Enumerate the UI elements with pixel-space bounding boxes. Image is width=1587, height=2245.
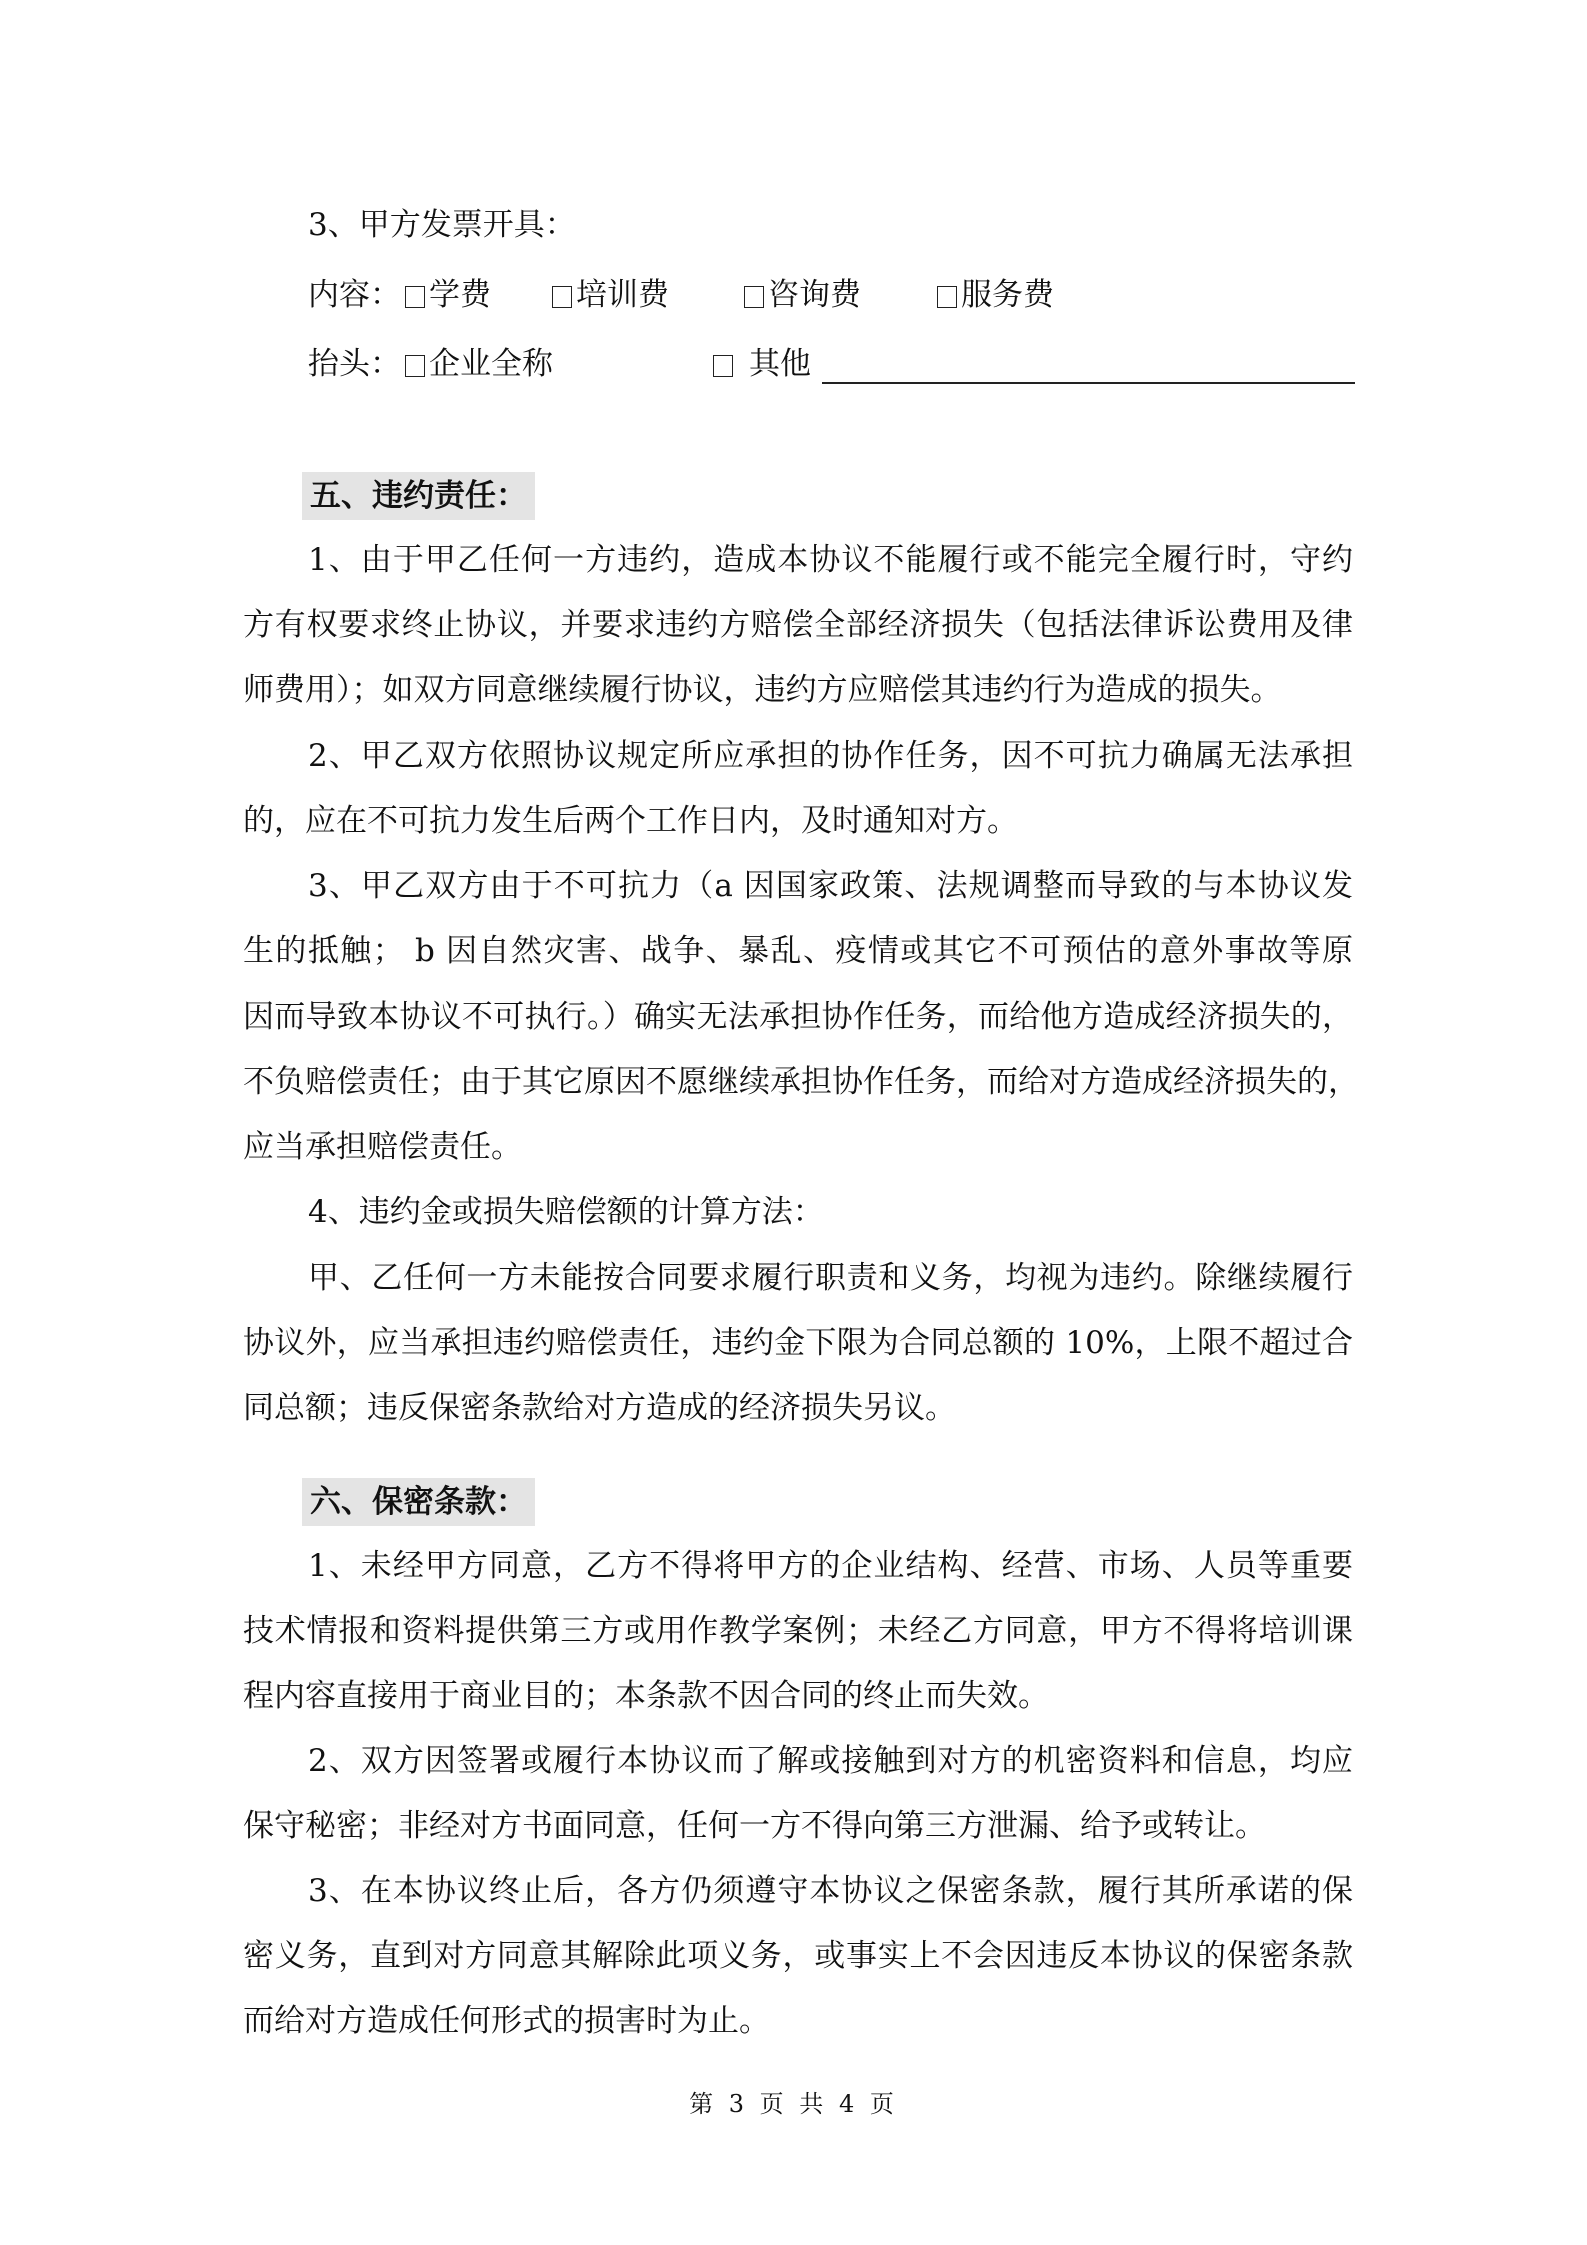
s5-line: 应当承担赔偿责任。 [243, 1129, 522, 1165]
invoice-header-label: 抬头： [308, 346, 401, 382]
s6-line: 2、双方因签署或履行本协议而了解或接触到对方的机密资料和信息，均应 [308, 1743, 1353, 1779]
checkbox-icon[interactable] [937, 286, 957, 308]
s6-line: 密义务，直到对方同意其解除此项义务，或事实上不会因违反本协议的保密条款 [243, 1938, 1353, 1974]
s5-line: 2、甲乙双方依照协议规定所应承担的协作任务，因不可抗力确属无法承担 [308, 738, 1353, 774]
s5-line: 4、违约金或损失赔偿额的计算方法： [308, 1194, 824, 1230]
s5-line: 甲、乙任何一方未能按合同要求履行职责和义务，均视为违约。除继续履行 [308, 1260, 1353, 1296]
checkbox-icon[interactable] [744, 286, 764, 308]
s6-line: 而给对方造成任何形式的损害时为止。 [243, 2003, 770, 2039]
invoice-content-option-service[interactable]: 服务费 [937, 275, 1054, 315]
s6-line: 技术情报和资料提供第三方或用作教学案例；未经乙方同意，甲方不得将培训课 [243, 1613, 1353, 1649]
section-5-heading: 五、违约责任： [302, 472, 535, 520]
invoice-header-option-company[interactable]: 企业全称 [405, 344, 553, 384]
s5-line: 因而导致本协议不可执行。）确实无法承担协作任务，而给他方造成经济损失的， [243, 999, 1353, 1035]
invoice-content-option-training[interactable]: 培训费 [552, 275, 669, 315]
checkbox-icon[interactable] [405, 355, 425, 377]
invoice-content-option-consulting[interactable]: 咨询费 [744, 275, 861, 315]
checkbox-icon[interactable] [552, 286, 572, 308]
s5-line: 协议外，应当承担违约赔偿责任，违约金下限为合同总额的 10%，上限不超过合 [243, 1325, 1353, 1361]
s6-line: 3、在本协议终止后，各方仍须遵守本协议之保密条款，履行其所承诺的保 [308, 1873, 1353, 1909]
invoice-title: 3、甲方发票开具： [308, 207, 576, 243]
s5-line: 1、由于甲乙任何一方违约，造成本协议不能履行或不能完全履行时，守约 [308, 542, 1353, 578]
s6-line: 1、未经甲方同意，乙方不得将甲方的企业结构、经营、市场、人员等重要 [308, 1548, 1353, 1584]
s5-line: 不负赔偿责任；由于其它原因不愿继续承担协作任务，而给对方造成经济损失的， [243, 1064, 1359, 1100]
invoice-header-option-other[interactable]: 其他 [713, 344, 811, 384]
other-fill-in-line[interactable] [822, 382, 1355, 384]
s6-line: 保守秘密；非经对方书面同意，任何一方不得向第三方泄漏、给予或转让。 [243, 1808, 1266, 1844]
s5-line: 生的抵触； b 因自然灾害、战争、暴乱、疫情或其它不可预估的意外事故等原 [243, 933, 1353, 969]
invoice-content-label: 内容： [308, 277, 401, 313]
section-6-heading: 六、保密条款： [302, 1478, 535, 1526]
page-footer: 第 3 页 共 4 页 [689, 2090, 898, 2118]
s5-line: 3、甲乙双方由于不可抗力（a 因国家政策、法规调整而导致的与本协议发 [308, 868, 1353, 904]
s5-line: 师费用）；如双方同意继续履行协议，违约方应赔偿其违约行为造成的损失。 [243, 672, 1282, 708]
s5-line: 的，应在不可抗力发生后两个工作日内，及时通知对方。 [243, 803, 1018, 839]
checkbox-icon[interactable] [713, 355, 733, 377]
s6-line: 程内容直接用于商业目的；本条款不因合同的终止而失效。 [243, 1678, 1049, 1714]
s5-line: 方有权要求终止协议，并要求违约方赔偿全部经济损失（包括法律诉讼费用及律 [243, 607, 1353, 643]
s5-line: 同总额；违反保密条款给对方造成的经济损失另议。 [243, 1390, 956, 1426]
checkbox-icon[interactable] [405, 286, 425, 308]
invoice-content-option-tuition[interactable]: 学费 [405, 275, 491, 315]
